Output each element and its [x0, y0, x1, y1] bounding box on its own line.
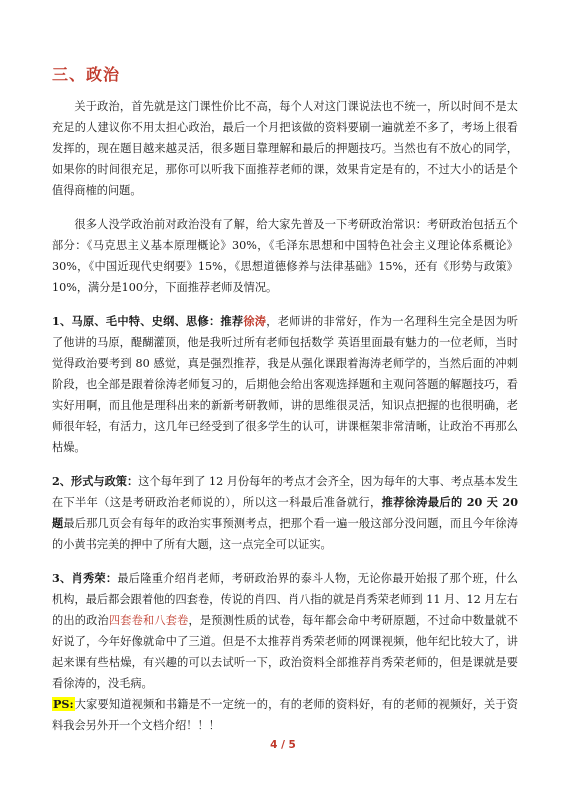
- item2-heading: 2、形式与政策：: [52, 474, 139, 488]
- exam-overview-paragraph: [52, 214, 518, 298]
- exam-overview-text: 很多人没学政治前对政治没有了解，给大家先普及一下考研政治常识：考研政治包括五个部分：《马克思主义基本原理概论》30%，《毛泽东思想和中国特色社会主义理论体系概论》30%，《中国近现代史纲要》15%，《思想道德修养与法律基础》15%，还有《形势与政策》10%，满分是100分，下面推荐老师及情况。: [52, 218, 518, 294]
- item1-text: ，老师讲的非常好，作为一名理科生完全是因为听了他讲的马原，醍醐灌顶，他是我听过所有老师包括数学 英语里面最有魅力的一位老师，当时觉得政治要考到 80 感觉，真是强烈推荐，我是从强化课跟着海涛老师学的，当然后面的冲刺阶段，也全部是跟着徐涛老师复习的，后期他会给出客观选择题和主观问答题的解题技巧，看实好用啊，而且他是理科出来的新新考研教师，讲的思维很灵活，知识点把握的也很明确，老师很年轻，有活力，这几年已经受到了很多学生的认可，讲课框架非常清晰，让政治不再那么枯燥。: [52, 315, 518, 454]
- ps-tag: PS:: [53, 697, 74, 711]
- recommend-xutao-paragraph: [52, 311, 518, 458]
- item2-text-c: 最后那几页会有每年的政治实事预测考点，把那个看一遍一般这部分没问题，而且今年徐涛的小黄书完美的押中了所有大题，这一点完全可以证实。: [52, 517, 518, 551]
- page-number: 4 / 5: [270, 739, 296, 751]
- item3-heading: 3、肖秀荣：: [52, 571, 118, 585]
- policy-paragraph: [52, 471, 518, 555]
- item2-text-a: 这个每年到了 12 月份每年的考点才会齐全，因为每年的大事、考点基本发生在下半年（这是考研政治老师说的），所以这一科最后准备就行，: [52, 475, 518, 509]
- ps-text: 大家要知道视频和书籍是不一定统一的，有的老师的资料好，有的老师的视频好，关于资料我会另外开一个文档介绍！！！: [52, 698, 518, 732]
- document-body: [52, 96, 518, 749]
- intro-paragraph: [52, 96, 518, 201]
- xiao-paragraph: [52, 568, 518, 736]
- item1-heading: 1、马原、毛中特、史纲、思修：: [52, 314, 221, 328]
- item1-recommend-label: 推荐: [220, 314, 244, 328]
- section-title: 三、政治: [52, 65, 121, 84]
- teacher-name-xutao: 徐涛: [243, 314, 267, 328]
- item3-text-a: 最后隆重介绍肖老师，考研政治界的泰斗人物，无论你最开始报了那个班，什么机构，最后都会跟着他的四套卷，传说的肖四、肖八指的就是肖秀荣老师到 11 月、12 月左右的出的政治: [52, 572, 518, 627]
- item3-red-highlight: 四套卷和八套卷: [108, 614, 189, 627]
- item2-highlight: 推荐徐涛最后的 20 天 20 题: [52, 495, 518, 530]
- item3-text-b: ，是预测性质的试卷，每年都会命中考研原题，不过命中数量就不好说了，今年好像就命中了三道。但是不太推荐肖秀荣老师的网课视频，他年纪比较大了，讲起来课有些枯燥，有兴趣的可以去试听一下，政治资料全部推荐肖秀荣老师的，但是课就是要看徐涛的，没毛病。: [52, 614, 518, 690]
- intro-text: 关于政治，首先就是这门课性价比不高，每个人对这门课说法也不统一，所以时间不是太充足的人建议你不用太担心政治，最后一个月把该做的资料要刷一遍就差不多了，考场上很看发挥的，现在题目越来越灵活，很多题目靠理解和最后的押题技巧。当然也有不放心的同学，如果你的时间很充足，那你可以听我下面推荐老师的课，效果肯定是有的，不过大小的话是个值得商榷的问题。: [52, 100, 518, 197]
